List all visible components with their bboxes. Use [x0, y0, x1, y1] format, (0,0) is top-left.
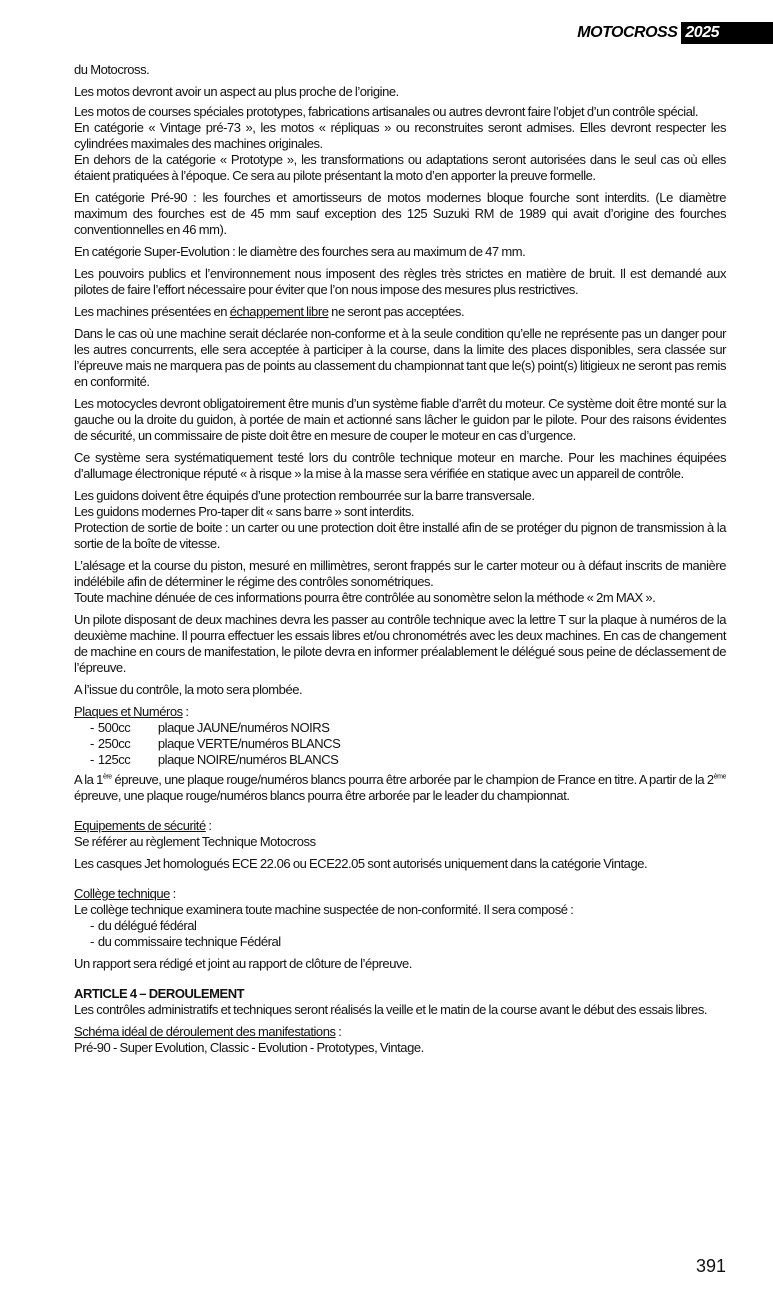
- list-item-text: du délégué fédéral: [97, 918, 197, 933]
- paragraph: Les motos devront avoir un aspect au plus proche de l’origine.: [74, 84, 399, 99]
- paragraph: En catégorie Pré-90 : les fourches et amortisseurs de motos modernes bloque fourche sont interdits. (Le diamètre maximum des fourches est de 45 mm sauf exception des 125 Suzuki RM de 1989 qui avait d’origine des fourches conventionnelles en 46 mm).: [74, 190, 726, 237]
- heading-suffix: :: [182, 704, 189, 719]
- schema-heading: [74, 1024, 726, 1040]
- college-list: [90, 918, 726, 950]
- text-run: épreuve, une plaque rouge/numéros blancs pourra être arborée par le champion de France en titre. A partir de la 2: [111, 772, 714, 787]
- paragraph: En catégorie Super-Evolution : le diamètre des fourches sera au maximum de 47 mm.: [74, 244, 526, 259]
- section-heading: Collège technique: [74, 886, 170, 901]
- paragraph: Les motocycles devront obligatoirement être munis d’un système fiable d’arrêt du moteur. Ce système doit être monté sur la gauche ou la droite du guidon, à portée de main et actionné sans lâcher le guidon par le pilote. Pour des raisons évidentes de sécurité, un commissaire de piste doit être en mesure de couper le moteur en cas d’urgence.: [74, 396, 726, 443]
- plaque-cc: 250cc: [97, 736, 131, 751]
- heading-suffix: :: [169, 886, 176, 901]
- plaques-note: [74, 772, 726, 804]
- heading-suffix: :: [335, 1024, 342, 1039]
- list-item: [90, 918, 726, 934]
- section-heading: Equipements de sécurité: [74, 818, 206, 833]
- list-item-text: du commissaire technique Fédéral: [97, 934, 281, 949]
- superscript: ère: [102, 773, 112, 781]
- paragraph: L’alésage et la course du piston, mesuré en millimètres, seront frappés sur le carter moteur ou à défaut inscrits de manière indélébile afin de déterminer le régime des contrôles sonométriques.: [74, 558, 726, 589]
- section-heading: Schéma idéal de déroulement des manifestations: [74, 1024, 336, 1039]
- heading-suffix: :: [205, 818, 212, 833]
- text-run: A la 1: [74, 772, 103, 787]
- paragraph: Dans le cas où une machine serait déclarée non-conforme et à la seule condition qu’elle ne représente pas un danger pour les autres concurrents, elle sera acceptée à participer à la course, dans la limite des places disponibles, sera classée sur l’épreuve mais ne marquera pas de points au classement du championnat tant que le(s) point(s) litigieux ne seront pas remis en conformité.: [74, 326, 726, 389]
- paragraph: Les motos de courses spéciales prototypes, fabrications artisanales ou autres devront faire l’objet d’un contrôle spécial.: [74, 104, 699, 119]
- paragraph: Protection de sortie de boite : un carter ou une protection doit être installé afin de se protéger du pignon de transmission à la sortie de la boîte de vitesse.: [74, 520, 726, 551]
- article-title: ARTICLE 4 – DEROULEMENT: [74, 986, 245, 1001]
- underlined-term: échappement libre: [229, 304, 329, 319]
- paragraph: Pré-90 - Super Evolution, Classic - Evolution - Prototypes, Vintage.: [74, 1040, 424, 1055]
- paragraph: Se référer au règlement Technique Motocross: [74, 834, 316, 849]
- dash-bullet: -: [90, 918, 94, 933]
- page-number: 391: [696, 1256, 727, 1276]
- running-header: [577, 22, 773, 44]
- college-heading: [74, 886, 726, 902]
- equipements-heading: [74, 818, 726, 834]
- plaque-desc: plaque VERTE/numéros BLANCS: [157, 736, 341, 751]
- list-item: [90, 752, 726, 768]
- superscript: ème: [713, 773, 726, 781]
- dash-bullet: -: [90, 752, 94, 767]
- paragraph: En catégorie « Vintage pré-73 », les motos « répliquas » ou reconstruites seront admises. Elles devront respecter les cylindrées maximales des machines originales.: [74, 120, 726, 151]
- text-run: épreuve, une plaque rouge/numéros blancs pourra être arborée par le leader du championnat.: [74, 788, 570, 803]
- dash-bullet: -: [90, 720, 94, 735]
- paragraph: Le collège technique examinera toute machine suspectée de non-conformité. Il sera composé :: [74, 902, 574, 917]
- paragraph: A l’issue du contrôle, la moto sera plombée.: [74, 682, 303, 697]
- header-year: 2025: [681, 22, 773, 44]
- dash-bullet: -: [90, 934, 94, 949]
- paragraph: Toute machine dénuée de ces informations pourra être contrôlée au sonomètre selon la méthode « 2m MAX ».: [74, 590, 656, 605]
- paragraph: En dehors de la catégorie « Prototype », les transformations ou adaptations seront autorisées dans le seul cas où elles étaient pratiquées à l’époque. Ce sera au pilote présentant la moto d’en apporter la preuve formelle.: [74, 152, 726, 183]
- paragraph: du Motocross.: [74, 62, 150, 77]
- paragraph-exhaust: [74, 304, 726, 320]
- dash-bullet: -: [90, 736, 94, 751]
- paragraph: Un pilote disposant de deux machines devra les passer au contrôle technique avec la lettre T sur la plaque à numéros de la deuxième machine. Il pourra effectuer les essais libres et/ou chronométrés avec les deux machines. En cas de changement de machine en cours de manifestation, le pilote devra en informer préalablement le délégué sous peine de déclassement de l’épreuve.: [74, 612, 726, 675]
- paragraph: Les guidons doivent être équipés d’une protection rembourrée sur la barre transversale.: [74, 488, 535, 503]
- plaque-cc: 125cc: [97, 752, 131, 767]
- list-item: [90, 736, 726, 752]
- section-heading: Plaques et Numéros: [74, 704, 183, 719]
- paragraph: Ce système sera systématiquement testé lors du contrôle technique moteur en marche. Pour les machines équipées d’allumage électronique réputé « à risque » la mise à la masse sera vérifiée en statique avec un appareil de contrôle.: [74, 450, 726, 481]
- document-body: [74, 62, 726, 1062]
- paragraph: Les contrôles administratifs et techniques seront réalisés la veille et le matin de la course avant le début des essais libres.: [74, 1002, 708, 1017]
- plaque-cc: 500cc: [97, 720, 131, 735]
- text-run: Les machines présentées en: [74, 304, 230, 319]
- text-run: ne seront pas acceptées.: [328, 304, 465, 319]
- paragraph: Les casques Jet homologués ECE 22.06 ou ECE22.05 sont autorisés uniquement dans la catégorie Vintage.: [74, 856, 648, 871]
- plaque-desc: plaque NOIRE/numéros BLANCS: [157, 752, 339, 767]
- paragraph: Un rapport sera rédigé et joint au rapport de clôture de l’épreuve.: [74, 956, 412, 971]
- header-title: MOTOCROSS: [577, 24, 678, 41]
- list-item: [90, 934, 726, 950]
- paragraph: Les pouvoirs publics et l’environnement nous imposent des règles très strictes en matière de bruit. Il est demandé aux pilotes de faire l’effort nécessaire pour éviter que l’on nous impose des mesures plus restrictives.: [74, 266, 726, 297]
- paragraph: Les guidons modernes Pro-taper dit « sans barre » sont interdits.: [74, 504, 415, 519]
- plaque-desc: plaque JAUNE/numéros NOIRS: [157, 720, 330, 735]
- plaques-heading: [74, 704, 726, 720]
- plaques-list: [90, 720, 726, 768]
- list-item: [90, 720, 726, 736]
